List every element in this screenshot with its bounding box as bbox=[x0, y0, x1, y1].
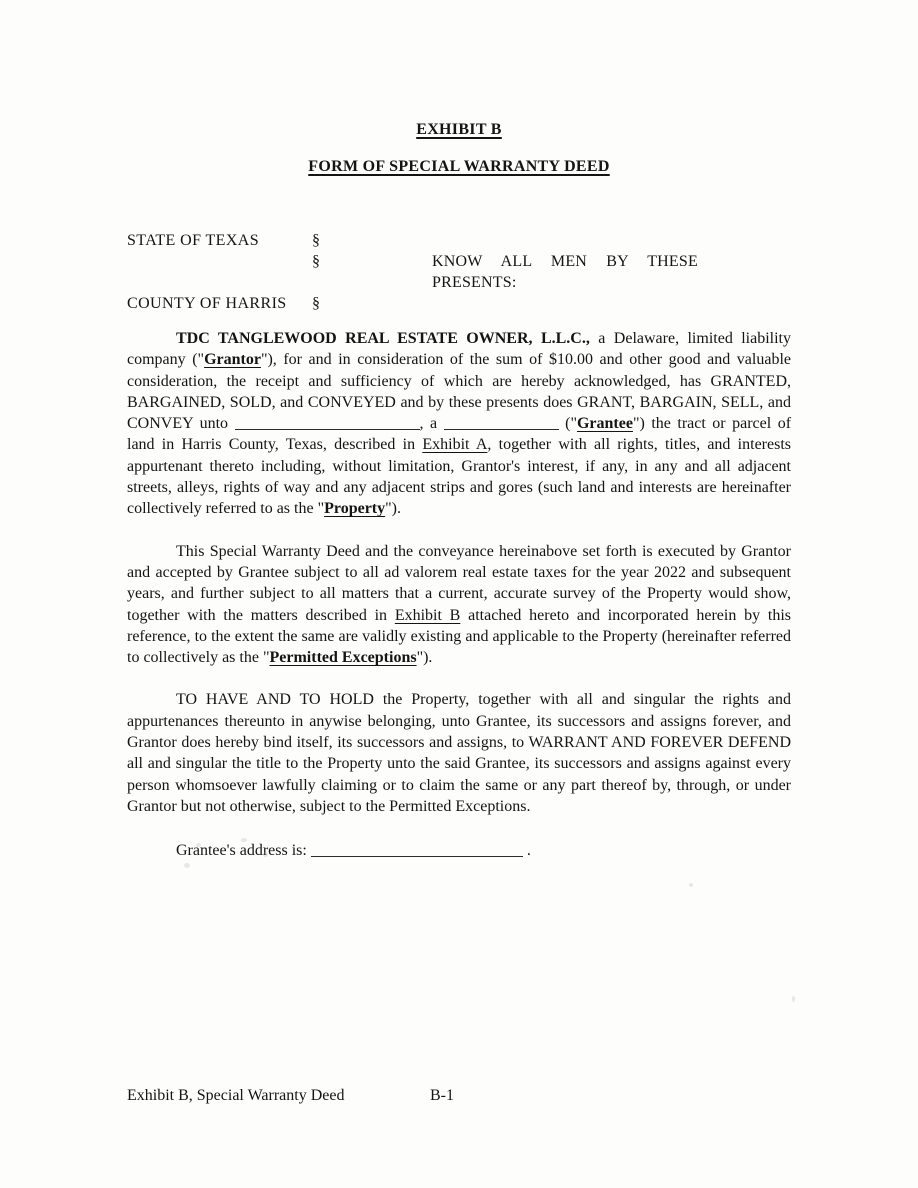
scan-artifact bbox=[241, 838, 247, 842]
text-run: a Delaware, limited liability company (" bbox=[127, 330, 792, 369]
page-number: B-1 bbox=[430, 1087, 454, 1104]
scan-artifact bbox=[263, 852, 268, 857]
paragraph-permitted-exceptions bbox=[127, 541, 791, 669]
text-run: , together with all rights, titles, and interests appurtenant thereto including, without limitation, Grantor's interest, if any, in any and all adjacent streets, alleys, rights of way and any adjacent strips and gores (such land and interests are hereinafter collectively referred to as the " bbox=[127, 436, 791, 518]
text-run: Exhibit A bbox=[422, 436, 488, 454]
text-run: TDC TANGLEWOOD REAL ESTATE OWNER, L.L.C., bbox=[176, 330, 590, 347]
deed-form-title-text: FORM OF SPECIAL WARRANTY DEED bbox=[308, 158, 610, 175]
state-label: STATE OF TEXAS bbox=[127, 232, 260, 249]
paragraph-habendum bbox=[127, 689, 791, 817]
text-run: "). bbox=[385, 500, 401, 518]
text-run: Grantor bbox=[204, 351, 261, 369]
scan-artifact bbox=[792, 996, 795, 1002]
text-run: "). bbox=[416, 649, 433, 667]
jurat-spacer bbox=[127, 251, 312, 293]
fill-in-blank[interactable] bbox=[235, 416, 420, 431]
jurat-row-county bbox=[127, 293, 791, 314]
jurat-spacer bbox=[432, 293, 791, 314]
text-run: Permitted Exceptions bbox=[269, 649, 417, 667]
scan-artifact bbox=[196, 843, 201, 847]
jurat-spacer bbox=[432, 230, 791, 251]
text-run: attached hereto and incorporated herein by this reference, to the extent the same are validly existing and applicable to the Property (hereinafter referred to collectively as the " bbox=[127, 606, 791, 667]
grantee-address-line bbox=[127, 840, 791, 861]
fill-in-blank[interactable] bbox=[444, 416, 559, 431]
deed-form-title bbox=[127, 158, 791, 176]
jurat-row-presents bbox=[127, 251, 791, 293]
know-all-men-text: KNOW ALL MEN BY THESE PRESENTS: bbox=[432, 253, 698, 291]
exhibit-title bbox=[127, 121, 791, 139]
text-run: . bbox=[522, 842, 531, 860]
text-run: "), for and in consideration of the sum of $10.00 and other good and valuable consideration, the receipt and sufficiency of which are hereby acknowledged, has GRANTED, BARGAINED, SOLD, and CONVEYED and by these presents does GRANT, BARGAIN, SELL, and CONVEY unto bbox=[127, 351, 791, 433]
text-run: Grantee's address is: bbox=[176, 842, 311, 860]
paragraph-granting-clause bbox=[127, 328, 791, 520]
jurat-block bbox=[127, 230, 791, 314]
page-footer bbox=[127, 1086, 791, 1106]
section-symbol: § bbox=[312, 232, 320, 249]
document-body bbox=[127, 0, 791, 861]
text-run: ") the tract or parcel of land in Harris County, Texas, described in bbox=[127, 415, 792, 454]
jurat-row-state bbox=[127, 230, 791, 251]
text-run: (" bbox=[558, 415, 577, 433]
exhibit-title-text: EXHIBIT B bbox=[416, 121, 502, 138]
scan-artifact bbox=[689, 883, 693, 887]
text-run: This Special Warranty Deed and the conveyance hereinabove set forth is executed by Grantor and accepted by Grantee subject to all ad valorem real estate taxes for the year 2022 and subsequent years, and further subject to all matters that a current, accurate survey of the Property would show, together with the matters described in bbox=[127, 542, 791, 624]
text-run: Grantee bbox=[576, 415, 633, 433]
footer-document-title: Exhibit B, Special Warranty Deed bbox=[127, 1087, 345, 1104]
text-run: Property bbox=[324, 500, 386, 518]
text-run: , a bbox=[419, 415, 444, 433]
section-symbol: § bbox=[312, 253, 320, 270]
fill-in-blank[interactable] bbox=[311, 843, 523, 858]
scan-artifact bbox=[184, 863, 190, 868]
text-run: Exhibit B bbox=[394, 606, 461, 624]
county-label: COUNTY OF HARRIS bbox=[127, 295, 287, 312]
section-symbol: § bbox=[312, 295, 320, 312]
text-run: TO HAVE AND TO HOLD the Property, together with all and singular the rights and appurtenances thereunto in anywise belonging, unto Grantee, its successors and assigns forever, and Grantor does hereby bind itself, its successors and assigns, to WARRANT AND FOREVER DEFEND all and singular the title to the Property unto the said Grantee, its successors and assigns against every person whomsoever lawfully claiming or to claim the same or any part thereof by, through, or under Grantor but not otherwise, subject to the Permitted Exceptions. bbox=[127, 691, 791, 815]
